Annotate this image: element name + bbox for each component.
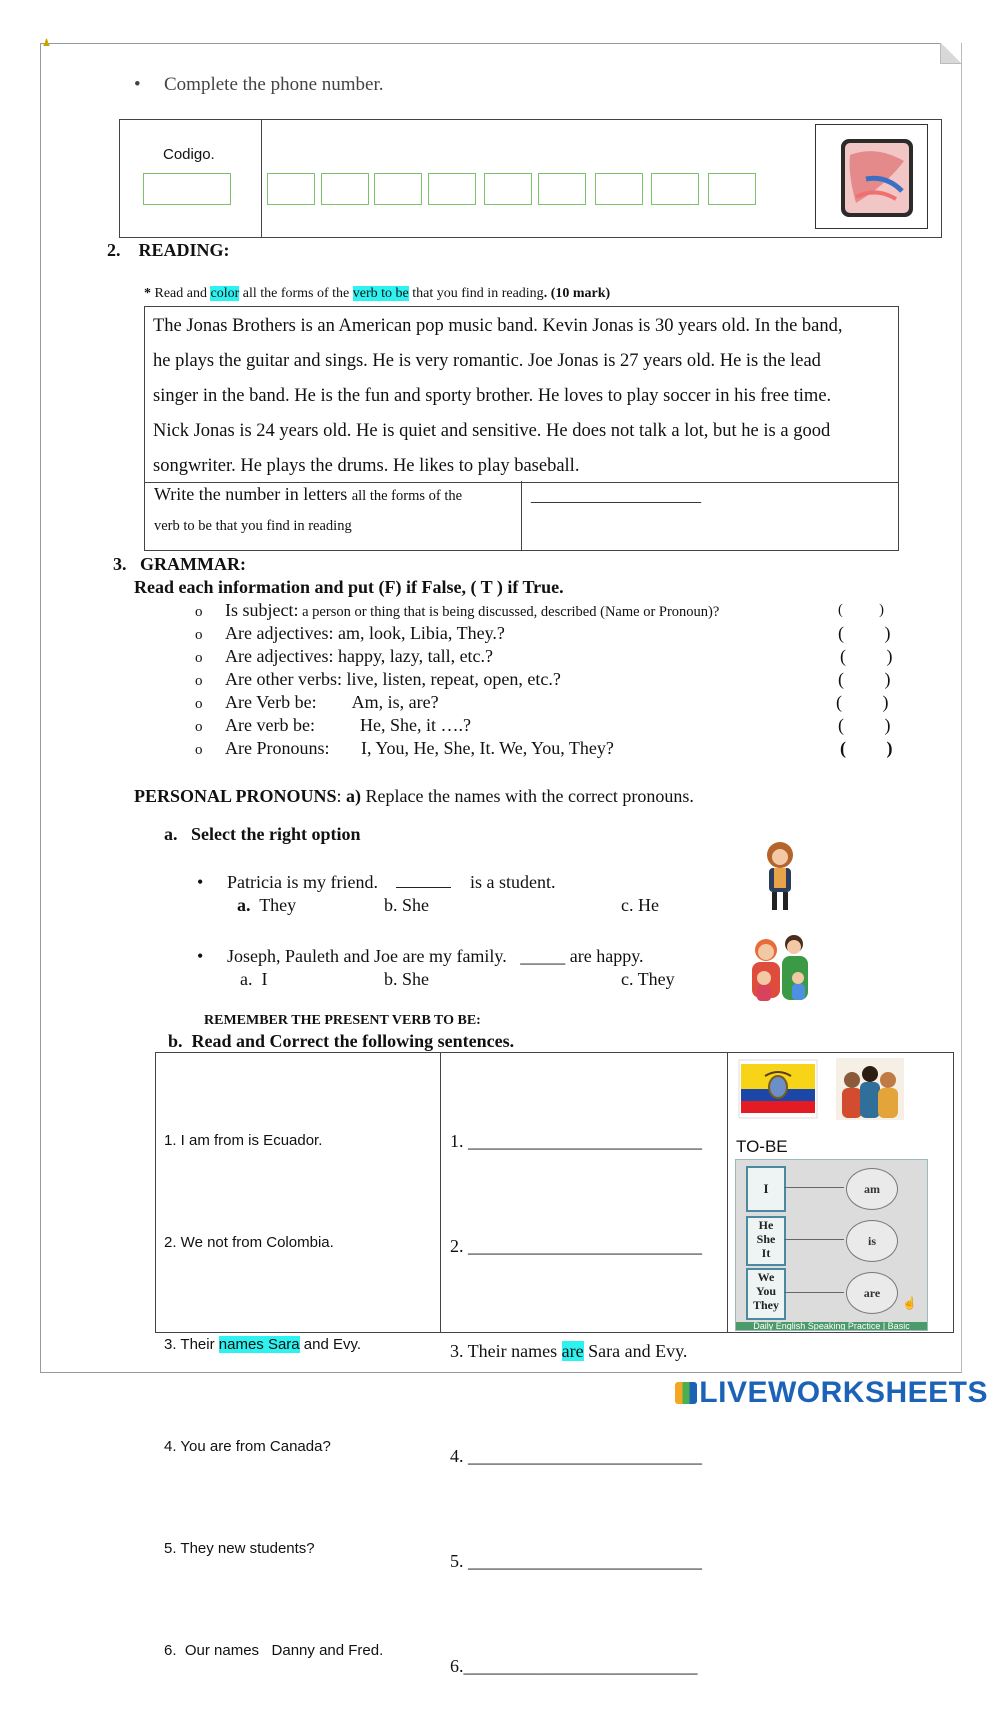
sentence: 4. You are from Canada? (164, 1438, 331, 1455)
q1-option-c[interactable]: c. He (621, 895, 659, 915)
write-instruction: Write the number in letters all the forms of the (154, 484, 463, 504)
answer-line-1[interactable]: 1. __________________________ (450, 1131, 702, 1151)
sentence: 5. They new students? (164, 1540, 315, 1557)
phone-table-divider (261, 119, 262, 237)
answer-paren-7[interactable]: ( ) (840, 738, 893, 758)
answer-line-2[interactable]: 2. __________________________ (450, 1236, 702, 1256)
digit-input-3[interactable] (374, 173, 422, 205)
sentence: 2. We not from Colombia. (164, 1234, 334, 1251)
tobe-subject-i: I (746, 1166, 786, 1212)
question-2: Joseph, Pauleth and Joe are my family. _____ are happy. (227, 946, 644, 966)
tobe-footer: Daily English Speaking Practice | Basic (736, 1322, 927, 1330)
answer-line-6[interactable]: 6.__________________________ (450, 1656, 698, 1676)
code-label: Codigo. (163, 146, 215, 163)
remember-heading: REMEMBER THE PRESENT VERB TO BE: (204, 1013, 481, 1028)
grammar-item-3: o Are adjectives: happy, lazy, tall, etc.? ( ) (195, 646, 893, 666)
smartphone-icon (816, 125, 927, 228)
answer-box-divider (521, 481, 522, 551)
answer-paren-2[interactable]: ( ) (838, 623, 891, 643)
grammar-item-4: o Are other verbs: live, listen, repeat, open, etc.? ( ) (195, 669, 891, 689)
digit-input-2[interactable] (321, 173, 369, 205)
students-illustration (836, 1058, 904, 1120)
liveworksheets-logo: LIVEWORKSHEETS (675, 1376, 988, 1410)
page-fold-corner (940, 43, 961, 64)
answer-paren-3[interactable]: ( ) (840, 646, 893, 666)
woman-illustration (755, 840, 805, 912)
answers-list (450, 1054, 702, 1719)
tobe-subject-we-you-they: We You They (746, 1268, 786, 1320)
digit-input-8[interactable] (651, 173, 699, 205)
passage-line: songwriter. He plays the drums. He likes to play baseball. (153, 456, 580, 476)
grammar-heading: 3. GRAMMAR: (113, 554, 246, 574)
phone-image-frame (815, 124, 928, 229)
q1-option-b[interactable]: b. She (384, 895, 429, 915)
family-illustration (742, 930, 822, 1006)
blank-1[interactable] (396, 887, 451, 888)
phone-instruction: Complete the phone number. (164, 74, 384, 95)
hand-pointer-icon: ☝ (902, 1296, 917, 1310)
answer-paren-1[interactable]: ( ) (838, 602, 884, 618)
select-heading: a. Select the right option (164, 824, 361, 844)
grammar-item-5: o Are Verb be: Am, is, are? ( ) (195, 692, 889, 712)
correct-table-divider-2 (727, 1052, 728, 1332)
answer-paren-6[interactable]: ( ) (838, 715, 891, 735)
digit-input-7[interactable] (595, 173, 643, 205)
sentence: 1. I am from is Ecuador. (164, 1132, 323, 1149)
correct-table-divider-1 (440, 1052, 441, 1332)
arrow-icon (784, 1239, 844, 1240)
reading-heading: 2. READING: (107, 240, 230, 260)
grammar-instruction: Read each information and put (F) if False, ( T ) if True. (134, 577, 564, 597)
digit-input-5[interactable] (484, 173, 532, 205)
passage-line: he plays the guitar and sings. He is very romantic. Joe Jonas is 27 years old. He is the lead (153, 351, 821, 371)
tobe-diagram (735, 1159, 928, 1331)
write-instruction-2: verb to be that you find in reading (154, 518, 352, 534)
logo-mark-icon (675, 1382, 697, 1404)
tobe-verb-are: are (846, 1272, 898, 1314)
digit-input-4[interactable] (428, 173, 476, 205)
grammar-item-2: o Are adjectives: am, look, Libia, They.? ( ) (195, 623, 891, 643)
question-1: Patricia is my friend. is a student. (227, 872, 556, 892)
answer-input[interactable]: ____________________ (531, 486, 701, 505)
pin-icon: ♟ (42, 38, 51, 49)
passage-line: singer in the band. He is the fun and sporty brother. He loves to play soccer in his free time. (153, 386, 832, 406)
passage-line: The Jonas Brothers is an American pop music band. Kevin Jonas is 30 years old. In the band, (153, 316, 843, 336)
tobe-verb-is: is (846, 1220, 898, 1262)
sentence: 3. Their names Sara and Evy. (164, 1336, 362, 1353)
digit-input-6[interactable] (538, 173, 586, 205)
digit-input-9[interactable] (708, 173, 756, 205)
q2-option-a[interactable]: a. I (240, 969, 268, 989)
code-input[interactable] (143, 173, 231, 205)
grammar-item-7: o Are Pronouns: I, You, He, She, It. We, You, They? ( ) (195, 738, 893, 758)
answer-line-3[interactable]: 3. Their names are Sara and Evy. (450, 1341, 688, 1361)
answer-paren-4[interactable]: ( ) (838, 669, 891, 689)
tobe-label: TO-BE (736, 1137, 788, 1156)
passage-line: Nick Jonas is 24 years old. He is quiet and sensitive. He does not talk a lot, but he is a good (153, 421, 831, 441)
reading-instruction: * Read and color all the forms of the verb to be that you find in reading. (10 mark) (144, 286, 611, 301)
answer-line-5[interactable]: 5. __________________________ (450, 1551, 702, 1571)
ecuador-flag-icon (735, 1056, 821, 1122)
blank-2[interactable]: _____ (520, 946, 566, 966)
sentences-list (164, 1056, 383, 1702)
q1-option-a[interactable]: a. They (237, 895, 297, 915)
q2-option-c[interactable]: c. They (621, 969, 675, 989)
q2-option-b[interactable]: b. She (384, 969, 429, 989)
grammar-item-1: o Is subject: a person or thing that is being discussed, described (Name or Pronoun)? ( ) (195, 600, 884, 620)
tobe-subject-he-she-it: He She It (746, 1216, 786, 1266)
sentence: 6. Our names Danny and Fred. (164, 1642, 384, 1659)
tobe-verb-am: am (846, 1168, 898, 1210)
arrow-icon (784, 1292, 844, 1293)
correct-heading: b. Read and Correct the following sentences. (168, 1031, 515, 1051)
grammar-item-6: o Are verb be: He, She, it ….? ( ) (195, 715, 891, 735)
answer-paren-5[interactable]: ( ) (836, 692, 889, 712)
reading-passage (153, 309, 843, 484)
digit-input-1[interactable] (267, 173, 315, 205)
pronouns-heading: PERSONAL PRONOUNS: a) Replace the names with the correct pronouns. (134, 786, 694, 806)
arrow-icon (784, 1187, 844, 1188)
answer-line-4[interactable]: 4. __________________________ (450, 1446, 702, 1466)
